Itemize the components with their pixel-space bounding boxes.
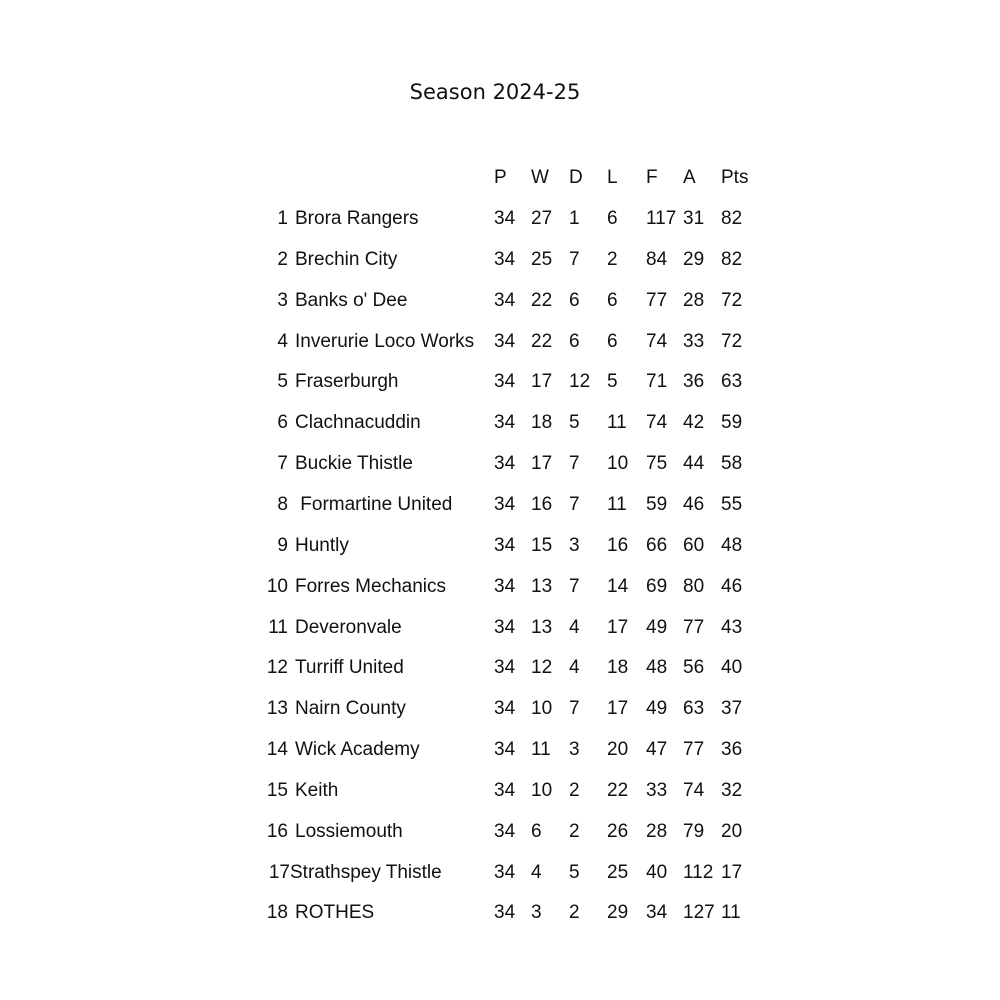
table-row-pts: 55 xyxy=(721,493,743,515)
table-row-w: 10 xyxy=(531,698,553,720)
table-row-l: 5 xyxy=(607,371,618,393)
table-row-a: 77 xyxy=(683,739,705,761)
table-row-pts: 63 xyxy=(721,371,743,393)
table-row-a: 28 xyxy=(683,289,705,311)
table-row-d: 1 xyxy=(569,208,580,229)
table-row-l: 6 xyxy=(607,208,618,229)
column-header-p: P xyxy=(494,167,507,188)
table-row-d: 5 xyxy=(569,412,580,434)
table-row-w: 4 xyxy=(531,861,542,883)
table-row-l: 25 xyxy=(607,861,629,883)
page-title: Season 2024-25 xyxy=(409,80,581,104)
table-row-team: Strathspey Thistle xyxy=(290,861,442,883)
table-row-w: 22 xyxy=(531,289,553,311)
table-row-w: 25 xyxy=(531,248,553,270)
table-row-a: 29 xyxy=(683,248,705,270)
table-row-w: 22 xyxy=(531,330,553,352)
table-row-d: 6 xyxy=(569,289,580,311)
table-row-d: 6 xyxy=(569,330,580,352)
table-row-position: 13 xyxy=(266,698,288,720)
table-row-pts: 17 xyxy=(721,861,743,883)
table-row-a: 36 xyxy=(683,371,705,393)
table-row-d: 7 xyxy=(569,453,580,475)
table-row-team: Formartine United xyxy=(295,493,453,515)
table-row-pts: 48 xyxy=(721,534,743,556)
table-row-d: 5 xyxy=(569,861,580,883)
table-row-position: 2 xyxy=(277,248,288,270)
table-row-p: 34 xyxy=(494,575,516,597)
table-row-pts: 20 xyxy=(721,820,743,842)
table-row-p: 34 xyxy=(494,861,516,883)
table-row-position: 12 xyxy=(266,657,288,679)
table-row-pts: 43 xyxy=(721,616,743,638)
table-row-l: 11 xyxy=(607,493,627,515)
table-row-w: 13 xyxy=(531,616,553,638)
table-row-position: 16 xyxy=(266,820,288,842)
table-row-w: 6 xyxy=(531,820,542,842)
table-row-d: 7 xyxy=(569,698,580,720)
table-row-position: 5 xyxy=(277,371,288,393)
table-row-pts: 11 xyxy=(721,902,741,924)
table-row-pts: 40 xyxy=(721,657,743,679)
table-row-a: 44 xyxy=(683,453,705,475)
table-row-d: 3 xyxy=(569,534,580,556)
table-row-position: 4 xyxy=(277,330,288,352)
table-row-d: 7 xyxy=(569,575,580,597)
table-row-l: 22 xyxy=(607,779,629,801)
table-row-f: 66 xyxy=(646,534,668,556)
table-row-team: Nairn County xyxy=(295,698,406,720)
table-row-f: 74 xyxy=(646,412,668,434)
table-row-l: 29 xyxy=(607,902,629,924)
table-row-f: 40 xyxy=(646,861,668,883)
table-row-a: 80 xyxy=(683,575,705,597)
table-row-pts: 82 xyxy=(721,248,743,270)
table-row-d: 2 xyxy=(569,820,580,842)
table-row-a: 63 xyxy=(683,698,705,720)
table-row-pts: 32 xyxy=(721,779,743,801)
table-row-pts: 46 xyxy=(721,575,743,597)
table-row-team: Buckie Thistle xyxy=(295,453,413,475)
table-row-d: 4 xyxy=(569,657,580,679)
table-row-w: 12 xyxy=(531,657,553,679)
table-row-d: 12 xyxy=(569,371,591,393)
table-row-d: 7 xyxy=(569,493,580,515)
table-row-p: 34 xyxy=(494,779,516,801)
table-row-d: 2 xyxy=(569,779,580,801)
table-row-f: 48 xyxy=(646,657,668,679)
table-row-p: 34 xyxy=(494,289,516,311)
table-row-d: 3 xyxy=(569,739,580,761)
table-row-pts: 58 xyxy=(721,453,743,475)
table-row-team: Fraserburgh xyxy=(295,371,399,393)
table-row-p: 34 xyxy=(494,412,516,434)
table-row-p: 34 xyxy=(494,616,516,638)
table-row-l: 17 xyxy=(607,616,629,638)
table-row-l: 10 xyxy=(607,453,629,475)
table-row-a: 31 xyxy=(683,208,705,229)
table-row-w: 16 xyxy=(531,493,553,515)
table-row-a: 33 xyxy=(683,330,705,352)
table-row-position: 18 xyxy=(266,902,288,924)
table-row-team: Lossiemouth xyxy=(295,820,403,842)
table-row-f: 49 xyxy=(646,698,668,720)
table-row-f: 77 xyxy=(646,289,668,311)
table-row-l: 16 xyxy=(607,534,629,556)
table-row-p: 34 xyxy=(494,248,516,270)
table-row-position: 7 xyxy=(277,453,288,475)
table-row-p: 34 xyxy=(494,453,516,475)
table-row-f: 28 xyxy=(646,820,668,842)
table-row-l: 14 xyxy=(607,575,629,597)
table-row-a: 77 xyxy=(683,616,705,638)
table-row-team: Brechin City xyxy=(295,248,398,270)
column-header-d: D xyxy=(569,167,583,188)
table-row-l: 20 xyxy=(607,739,629,761)
table-row-pts: 82 xyxy=(721,208,743,229)
table-row-d: 7 xyxy=(569,248,580,270)
table-row-w: 13 xyxy=(531,575,553,597)
table-row-pts: 36 xyxy=(721,739,743,761)
column-header-f: F xyxy=(646,167,658,188)
table-row-position: 8 xyxy=(277,493,288,515)
table-row-position: 9 xyxy=(277,534,288,556)
column-header-w: W xyxy=(531,167,549,188)
table-row-a: 60 xyxy=(683,534,705,556)
table-row-l: 6 xyxy=(607,289,618,311)
table-row-f: 117 xyxy=(646,208,677,229)
table-row-l: 26 xyxy=(607,820,629,842)
table-row-w: 17 xyxy=(531,371,553,393)
table-row-position: 1 xyxy=(277,208,288,229)
table-row-w: 18 xyxy=(531,412,553,434)
table-row-p: 34 xyxy=(494,698,516,720)
table-row-l: 6 xyxy=(607,330,618,352)
table-row-p: 34 xyxy=(494,657,516,679)
table-row-p: 34 xyxy=(494,330,516,352)
table-row-position: 15 xyxy=(266,779,288,801)
table-row-l: 18 xyxy=(607,657,629,679)
table-row-team: Banks o' Dee xyxy=(295,289,408,311)
table-row-w: 3 xyxy=(531,902,542,924)
table-row-w: 17 xyxy=(531,453,553,475)
table-row-team: Deveronvale xyxy=(295,616,402,638)
table-row-p: 34 xyxy=(494,739,516,761)
table-row-pts: 72 xyxy=(721,330,743,352)
table-row-team: Inverurie Loco Works xyxy=(295,330,475,352)
table-row-p: 34 xyxy=(494,902,516,924)
column-header-l: L xyxy=(607,167,618,188)
table-row-p: 34 xyxy=(494,820,516,842)
table-row-f: 47 xyxy=(646,739,668,761)
column-header-pts: Pts xyxy=(721,167,749,188)
table-row-team: Turriff United xyxy=(295,657,404,679)
table-row-pts: 59 xyxy=(721,412,743,434)
table-row-p: 34 xyxy=(494,493,516,515)
table-row-team: Forres Mechanics xyxy=(295,575,446,597)
table-row-d: 2 xyxy=(569,902,580,924)
table-row-a: 56 xyxy=(683,657,705,679)
table-row-f: 71 xyxy=(646,371,668,393)
table-row-w: 27 xyxy=(531,208,553,229)
table-row-l: 11 xyxy=(607,412,627,434)
table-row-f: 69 xyxy=(646,575,668,597)
table-row-team: Wick Academy xyxy=(295,739,420,761)
table-row-f: 49 xyxy=(646,616,668,638)
table-row-d: 4 xyxy=(569,616,580,638)
table-row-a: 79 xyxy=(683,820,705,842)
table-row-position: 3 xyxy=(277,289,288,311)
table-row-l: 17 xyxy=(607,698,629,720)
table-row-l: 2 xyxy=(607,248,618,270)
table-row-position: 14 xyxy=(266,739,288,761)
table-row-team: ROTHES xyxy=(295,902,375,924)
table-row-team: Clachnacuddin xyxy=(295,412,421,434)
table-row-p: 34 xyxy=(494,208,516,229)
table-row-pts: 72 xyxy=(721,289,743,311)
table-row-a: 112 xyxy=(683,861,714,883)
table-row-f: 59 xyxy=(646,493,668,515)
table-row-p: 34 xyxy=(494,371,516,393)
table-row-position: 10 xyxy=(266,575,288,597)
table-row-w: 10 xyxy=(531,779,553,801)
table-row-position: 6 xyxy=(277,412,288,434)
table-row-w: 11 xyxy=(531,739,551,761)
table-row-team: Keith xyxy=(295,779,339,801)
column-header-a: A xyxy=(683,167,696,188)
table-row-f: 33 xyxy=(646,779,668,801)
table-row-f: 75 xyxy=(646,453,668,475)
table-row-f: 34 xyxy=(646,902,668,924)
table-row-team: Huntly xyxy=(295,534,349,556)
table-row-position: 11 xyxy=(268,616,288,638)
table-row-a: 74 xyxy=(683,779,705,801)
table-row-a: 127 xyxy=(683,902,715,924)
table-row-f: 84 xyxy=(646,248,668,270)
table-row-team: Brora Rangers xyxy=(295,208,419,229)
table-row-p: 34 xyxy=(494,534,516,556)
table-row-position: 17 xyxy=(268,861,290,883)
table-row-a: 46 xyxy=(683,493,705,515)
table-row-pts: 37 xyxy=(721,698,743,720)
table-row-a: 42 xyxy=(683,412,705,434)
table-row-w: 15 xyxy=(531,534,553,556)
table-row-f: 74 xyxy=(646,330,668,352)
